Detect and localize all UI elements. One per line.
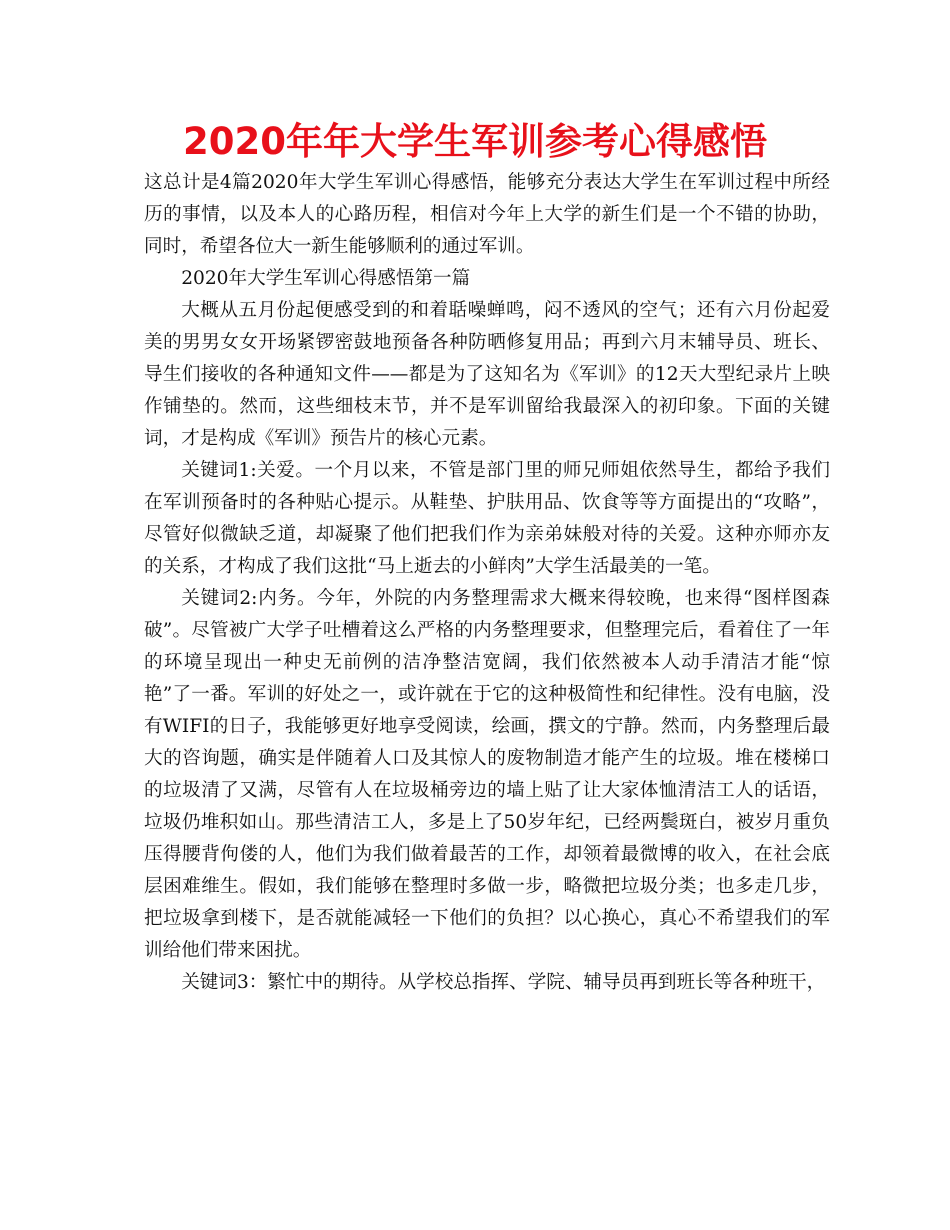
body-paragraph: 大概从五月份起便感受到的和着聒噪蝉鸣，闷不透风的空气；还有六月份起爱美的男男女女开场紧锣密鼓地预备各种防晒修复用品；再到六月末辅导员、班长、导生们接收的各种通知文件——都是为了这知名为《军训》的12天大型纪录片上映作铺垫的。然而，这些细枝末节，并不是军训留给我最深入的初印象。下面的关键词，才是构成《军训》预告片的核心元素。 (144, 300, 830, 449)
body-paragraph: 关键词1:关爱。一个月以来，不管是部门里的师兄师姐依然导生，都给予我们在军训预备时的各种贴心提示。从鞋垫、护肤用品、饮食等等方面提出的“攻略”，尽管好似微缺乏道，却凝聚了他们把我们作为亲弟妹般对待的关爱。这种亦师亦友的关系，才构成了我们这批“马上逝去的小鲜肉”大学生活最美的一笔。 (144, 460, 830, 577)
document-body (144, 167, 830, 999)
intro-paragraph: 这总计是4篇2020年大学生军训心得感悟，能够充分表达大学生在军训过程中所经历的事情，以及本人的心路历程，相信对今年上大学的新生们是一个不错的协助，同时，希望各位大一新生能够顺利的通过军训。 (144, 172, 830, 257)
body-paragraph: 关键词3：繁忙中的期待。从学校总指挥、学院、辅导员再到班长等各种班干， (181, 972, 826, 993)
body-paragraph: 关键词2:内务。今年，外院的内务整理需求大概来得较晚，也来得“图样图森破”。尽管被广大学子吐槽着这么严格的内务整理要求，但整理完后，看着住了一年的环境呈现出一种史无前例的洁净整洁宽阔，我们依然被本人动手清洁才能“惊艳”了一番。军训的好处之一，或许就在于它的这种极简性和纪律性。没有电脑，没有WIFI的日子，我能够更好地享受阅读，绘画，撰文的宁静。然而，内务整理后最大的咨询题，确实是伴随着人口及其惊人的废物制造才能产生的垃圾。堆在楼梯口的垃圾清了又满，尽管有人在垃圾桶旁边的墙上贴了让大家体恤清洁工人的话语，垃圾仍堆积如山。那些清洁工人，多是上了50岁年纪，已经两鬓斑白，被岁月重负压得腰背佝偻的人，他们为我们做着最苦的工作，却领着最微博的收入，在社会底层困难维生。假如，我们能够在整理时多做一步，略微把垃圾分类；也多走几步，把垃圾拿到楼下，是否就能减轻一下他们的负担？以心换心，真心不希望我们的军训给他们带来困扰。 (144, 588, 830, 961)
document-title: 2020年年大学生军训参考心得感悟 (183, 120, 767, 163)
section-heading: 2020年大学生军训心得感悟第一篇 (181, 268, 471, 289)
